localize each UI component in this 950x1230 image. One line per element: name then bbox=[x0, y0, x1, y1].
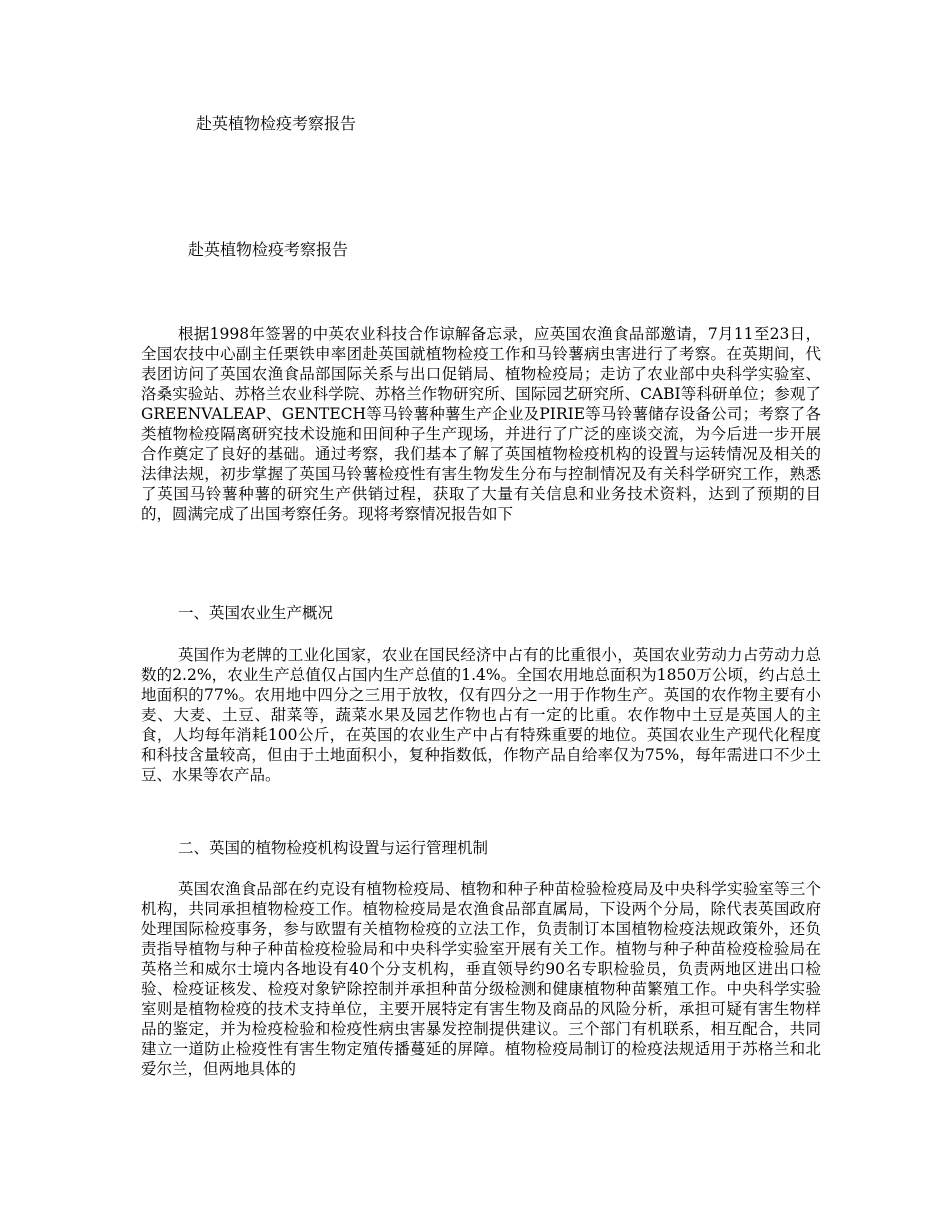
page-title: 赴英植物检疫考察报告 bbox=[188, 240, 349, 259]
section-heading-quarantine: 二、英国的植物检疫机构设置与运行管理机制 bbox=[178, 839, 489, 857]
header-title: 赴英植物检疫考察报告 bbox=[196, 114, 357, 133]
section-paragraph-quarantine: 英国农渔食品部在约克设有植物检疫局、植物和种子种苗检验检疫局及中央科学实验室等三个机构，共同承担植物检疫工作。植物检疫局是农渔食品部直属局，下设两个分局，除代表英国政府处理国际检疫事务，参与欧盟有关植物检疫的立法工作，负责制订本国植物检疫法规政策外，还负责指导植物与种子种苗检疫检验局和中央科学实验室开展有关工作。植物与种子种苗检疫检验局在英格兰和威尔士境内各地设有40个分支机构，垂直领导约90名专职检验员，负责两地区进出口检验、检疫证核发、检疫对象铲除控制并承担种苗分级检测和健康植物种苗繁殖工作。中央科学实验室则是植物检疫的技术支持单位，主要开展特定有害生物及商品的风险分析，承担可疑有害生物样品的鉴定，并为检疫检验和检疫性病虫害暴发控制提供建议。三个部门有机联系，相互配合，共同建立一道防止检疫性有害生物定殖传播蔓延的屏障。植物检疫局制订的检疫法规适用于苏格兰和北爱尔兰，但两地具体的 bbox=[141, 880, 821, 1078]
section-heading-agriculture: 一、英国农业生产概况 bbox=[178, 604, 334, 622]
section-paragraph-agriculture: 英国作为老牌的工业化国家，农业在国民经济中占有的比重很小，英国农业劳动力占劳动力总数的2.2%，农业生产总值仅占国内生产总值的1.4%。全国农用地总面积为1850万公顷，约占总土地面积的77%。农用地中四分之三用于放牧，仅有四分之一用于作物生产。英国的农作物主要有小麦、大麦、土豆、甜菜等，蔬菜水果及园艺作物也占有一定的比重。农作物中土豆是英国人的主食，人均每年消耗100公斤，在英国的农业生产中占有特殊重要的地位。英国农业生产现代化程度和科技含量较高，但由于土地面积小，复种指数低，作物产品自给率仅为75%，每年需进口不少土豆、水果等农产品。 bbox=[141, 646, 821, 784]
intro-paragraph: 根据1998年签署的中英农业科技合作谅解备忘录，应英国农渔食品部邀请，7月11至23日，全国农技中心副主任栗铁申率团赴英国就植物检疫工作和马铃薯病虫害进行了考察。在英期间，代表团访问了英国农渔食品部国际关系与出口促销局、植物检疫局；走访了农业部中央科学实验室、洛桑实验站、苏格兰农业科学院、苏格兰作物研究所、国际园艺研究所、CABI等科研单位；参观了GREENVALEAP、GENTECH等马铃薯种薯生产企业及PIRIE等马铃薯储存设备公司；考察了各类植物检疫隔离研究技术设施和田间种子生产现场，并进行了广泛的座谈交流，为今后进一步开展合作奠定了良好的基础。通过考察，我们基本了解了英国植物检疫机构的设置与运转情况及相关的法律法规，初步掌握了英国马铃薯检疫性有害生物发生分布与控制情况及有关科学研究工作，熟悉了英国马铃薯种薯的研究生产供销过程，获取了大量有关信息和业务技术资料，达到了预期的目的，圆满完成了出国考察任务。现将考察情况报告如下 bbox=[141, 325, 821, 523]
